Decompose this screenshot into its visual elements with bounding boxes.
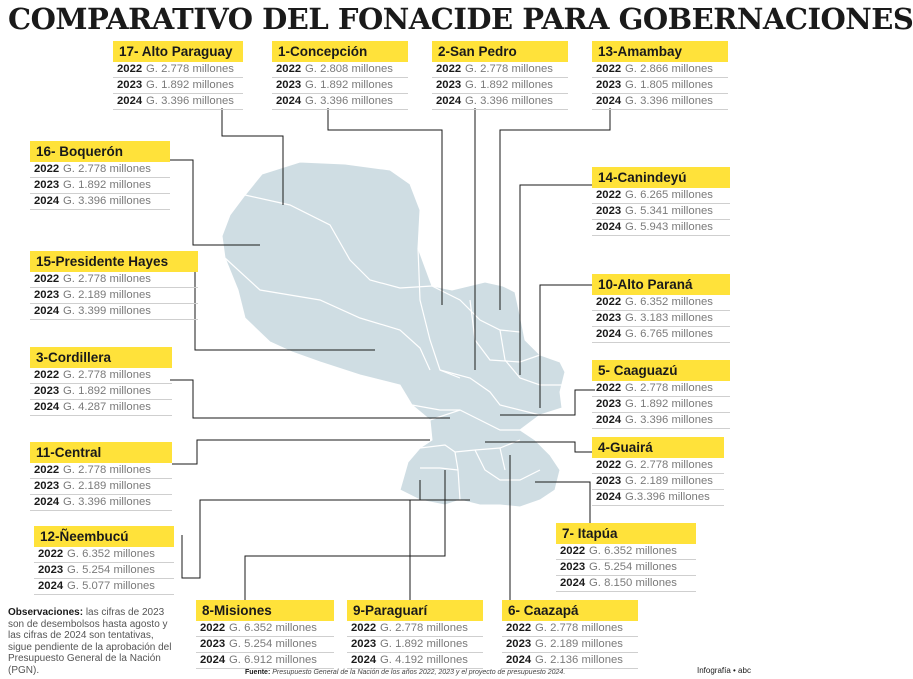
row-2023 — [502, 637, 638, 653]
amount: G. 2.778 millones — [63, 163, 151, 175]
row-2023 — [347, 637, 483, 653]
amount: G. 4.287 millones — [63, 401, 151, 413]
card-amambay — [592, 41, 728, 110]
year-label: 2024 — [351, 654, 377, 666]
row-2023 — [556, 560, 696, 576]
amount: G. 3.396 millones — [625, 95, 713, 107]
year-label: 2023 — [506, 638, 532, 650]
page-title: COMPARATIVO DEL FONACIDE PARA GOBERNACIONES — [8, 2, 913, 36]
amount: G. 2.778 millones — [63, 464, 151, 476]
year-label: 2022 — [276, 63, 302, 75]
year-label: 2023 — [276, 79, 302, 91]
year-label: 2024 — [34, 496, 60, 508]
row-2023 — [592, 474, 724, 490]
card-title: 9-Paraguarí — [347, 600, 483, 621]
year-label: 2023 — [436, 79, 462, 91]
card-title: 10-Alto Paraná — [592, 274, 730, 295]
amount: G. 2.778 millones — [63, 369, 151, 381]
amount: G. 3.183 millones — [625, 312, 713, 324]
amount: G. 3.396 millones — [465, 95, 553, 107]
amount: G. 1.892 millones — [146, 79, 234, 91]
year-label: 2023 — [38, 564, 64, 576]
card-title: 11-Central — [30, 442, 172, 463]
amount: G. 5.254 millones — [589, 561, 677, 573]
year-label: 2024 — [596, 95, 622, 107]
card-title: 7- Itapúa — [556, 523, 696, 544]
card-central — [30, 442, 172, 511]
year-label: 2024 — [436, 95, 462, 107]
row-2023 — [272, 78, 408, 94]
card-title: 3-Cordillera — [30, 347, 172, 368]
year-label: 2024 — [117, 95, 143, 107]
amount: G. 6.765 millones — [625, 328, 713, 340]
amount: G. 6.352 millones — [229, 622, 317, 634]
year-label: 2023 — [351, 638, 377, 650]
year-label: 2022 — [351, 622, 377, 634]
row-2022 — [272, 62, 408, 78]
year-label: 2023 — [596, 79, 622, 91]
country-shape — [222, 162, 565, 507]
row-2022 — [34, 547, 174, 563]
row-2024 — [432, 94, 568, 110]
amount: G. 2.189 millones — [63, 289, 151, 301]
amount: G. 5.077 millones — [67, 580, 155, 592]
observations-note — [8, 607, 178, 676]
card-title: 6- Caazapá — [502, 600, 638, 621]
card-title: 4-Guairá — [592, 437, 724, 458]
row-2022 — [592, 381, 730, 397]
amount: G. 5.341 millones — [625, 205, 713, 217]
amount: G. 8.150 millones — [589, 577, 677, 589]
card-title: 1-Concepción — [272, 41, 408, 62]
row-2023 — [592, 78, 728, 94]
row-2024 — [556, 576, 696, 592]
amount: G. 1.892 millones — [63, 179, 151, 191]
row-2024 — [30, 400, 172, 416]
year-label: 2024 — [200, 654, 226, 666]
year-label: 2024 — [596, 221, 622, 233]
row-2024 — [592, 220, 730, 236]
card-neembucu — [34, 526, 174, 595]
card-itapua — [556, 523, 696, 592]
year-label: 2023 — [596, 398, 622, 410]
card-alto-parana — [592, 274, 730, 343]
row-2024 — [30, 304, 198, 320]
amount: G. 2.778 millones — [146, 63, 234, 75]
amount: G. 5.254 millones — [67, 564, 155, 576]
amount: G. 2.778 millones — [380, 622, 468, 634]
amount: G.3.396 millones — [625, 491, 710, 503]
row-2022 — [592, 295, 730, 311]
year-label: 2023 — [34, 179, 60, 191]
year-label: 2024 — [34, 195, 60, 207]
card-paraguari — [347, 600, 483, 669]
row-2024 — [592, 327, 730, 343]
amount: G. 6.265 millones — [625, 189, 713, 201]
card-cordillera — [30, 347, 172, 416]
row-2022 — [592, 62, 728, 78]
source-text: Presupuesto General de la Nación de los años 2022, 2023 y el proyecto de presupuesto 2024. — [270, 669, 566, 676]
row-2022 — [30, 162, 170, 178]
year-label: 2023 — [34, 385, 60, 397]
year-label: 2024 — [34, 305, 60, 317]
card-canindeyu — [592, 167, 730, 236]
card-caazapa — [502, 600, 638, 669]
row-2023 — [34, 563, 174, 579]
row-2023 — [592, 204, 730, 220]
amount: G. 2.778 millones — [625, 382, 713, 394]
row-2024 — [272, 94, 408, 110]
row-2023 — [432, 78, 568, 94]
card-title: 2-San Pedro — [432, 41, 568, 62]
amount: G. 3.399 millones — [63, 305, 151, 317]
amount: G. 3.396 millones — [305, 95, 393, 107]
row-2022 — [592, 458, 724, 474]
card-title: 13-Amambay — [592, 41, 728, 62]
year-label: 2023 — [596, 312, 622, 324]
source-label: Fuente: — [245, 669, 271, 676]
row-2023 — [196, 637, 334, 653]
amount: G. 2.189 millones — [535, 638, 623, 650]
year-label: 2024 — [560, 577, 586, 589]
amount: G. 1.892 millones — [625, 398, 713, 410]
year-label: 2023 — [596, 475, 622, 487]
row-2023 — [113, 78, 243, 94]
card-title: 12-Ñeembucú — [34, 526, 174, 547]
year-label: 2023 — [34, 480, 60, 492]
row-2022 — [347, 621, 483, 637]
amount: G. 2.189 millones — [63, 480, 151, 492]
amount: G. 1.892 millones — [63, 385, 151, 397]
year-label: 2024 — [596, 491, 622, 503]
card-concepcion — [272, 41, 408, 110]
row-2023 — [30, 479, 172, 495]
row-2022 — [502, 621, 638, 637]
card-misiones — [196, 600, 334, 669]
year-label: 2022 — [34, 163, 60, 175]
card-guaira — [592, 437, 724, 506]
year-label: 2022 — [560, 545, 586, 557]
year-label: 2022 — [34, 273, 60, 285]
amount: G. 2.778 millones — [63, 273, 151, 285]
amount: G. 2.778 millones — [535, 622, 623, 634]
row-2024 — [592, 490, 724, 506]
row-2024 — [347, 653, 483, 669]
year-label: 2022 — [34, 464, 60, 476]
row-2024 — [34, 579, 174, 595]
year-label: 2022 — [596, 382, 622, 394]
year-label: 2022 — [596, 459, 622, 471]
amount: G. 1.892 millones — [380, 638, 468, 650]
amount: G. 1.892 millones — [305, 79, 393, 91]
card-alto-paraguay — [113, 41, 243, 110]
year-label: 2022 — [596, 63, 622, 75]
row-2023 — [592, 397, 730, 413]
amount: G. 6.912 millones — [229, 654, 317, 666]
row-2024 — [30, 495, 172, 511]
row-2024 — [502, 653, 638, 669]
year-label: 2022 — [34, 369, 60, 381]
amount: G. 3.396 millones — [63, 195, 151, 207]
row-2022 — [30, 463, 172, 479]
year-label: 2024 — [596, 328, 622, 340]
amount: G. 3.396 millones — [63, 496, 151, 508]
row-2023 — [592, 311, 730, 327]
year-label: 2022 — [506, 622, 532, 634]
amount: G. 6.352 millones — [625, 296, 713, 308]
year-label: 2024 — [38, 580, 64, 592]
card-title: 14-Canindeyú — [592, 167, 730, 188]
source-note — [245, 669, 565, 676]
card-title: 8-Misiones — [196, 600, 334, 621]
amount: G. 1.805 millones — [625, 79, 713, 91]
row-2022 — [432, 62, 568, 78]
card-title: 17- Alto Paraguay — [113, 41, 243, 62]
year-label: 2024 — [596, 414, 622, 426]
row-2023 — [30, 178, 170, 194]
card-title: 16- Boquerón — [30, 141, 170, 162]
row-2022 — [592, 188, 730, 204]
amount: G. 6.352 millones — [589, 545, 677, 557]
year-label: 2024 — [34, 401, 60, 413]
card-san-pedro — [432, 41, 568, 110]
row-2022 — [196, 621, 334, 637]
amount: G. 2.866 millones — [625, 63, 713, 75]
amount: G. 2.136 millones — [535, 654, 623, 666]
row-2022 — [556, 544, 696, 560]
year-label: 2023 — [200, 638, 226, 650]
row-2023 — [30, 288, 198, 304]
row-2024 — [196, 653, 334, 669]
year-label: 2023 — [560, 561, 586, 573]
amount: G. 2.808 millones — [305, 63, 393, 75]
card-caaguazu — [592, 360, 730, 429]
year-label: 2022 — [117, 63, 143, 75]
row-2024 — [592, 413, 730, 429]
observations-text: las cifras de 2023 son de desembolsos hasta agosto y las cifras de 2024 son tentativas, sigue pendiente de la aprobación del Presupuesto General de la Nación (PGN). — [8, 607, 172, 676]
amount: G. 2.189 millones — [625, 475, 713, 487]
amount: G. 1.892 millones — [465, 79, 553, 91]
card-title: 15-Presidente Hayes — [30, 251, 198, 272]
card-presidente-hayes — [30, 251, 198, 320]
year-label: 2022 — [436, 63, 462, 75]
amount: G. 2.778 millones — [625, 459, 713, 471]
year-label: 2023 — [596, 205, 622, 217]
amount: G. 4.192 millones — [380, 654, 468, 666]
row-2022 — [30, 368, 172, 384]
row-2024 — [592, 94, 728, 110]
year-label: 2023 — [34, 289, 60, 301]
amount: G. 5.254 millones — [229, 638, 317, 650]
amount: G. 3.396 millones — [625, 414, 713, 426]
year-label: 2024 — [506, 654, 532, 666]
row-2024 — [113, 94, 243, 110]
row-2022 — [113, 62, 243, 78]
amount: G. 5.943 millones — [625, 221, 713, 233]
amount: G. 2.778 millones — [465, 63, 553, 75]
year-label: 2022 — [596, 189, 622, 201]
card-title: 5- Caaguazú — [592, 360, 730, 381]
year-label: 2022 — [200, 622, 226, 634]
card-boqueron — [30, 141, 170, 210]
row-2024 — [30, 194, 170, 210]
observations-label: Observaciones: — [8, 607, 84, 618]
year-label: 2022 — [596, 296, 622, 308]
amount: G. 6.352 millones — [67, 548, 155, 560]
year-label: 2024 — [276, 95, 302, 107]
year-label: 2023 — [117, 79, 143, 91]
credit-logo: Infografía • abc — [697, 666, 751, 675]
amount: G. 3.396 millones — [146, 95, 234, 107]
row-2022 — [30, 272, 198, 288]
year-label: 2022 — [38, 548, 64, 560]
row-2023 — [30, 384, 172, 400]
